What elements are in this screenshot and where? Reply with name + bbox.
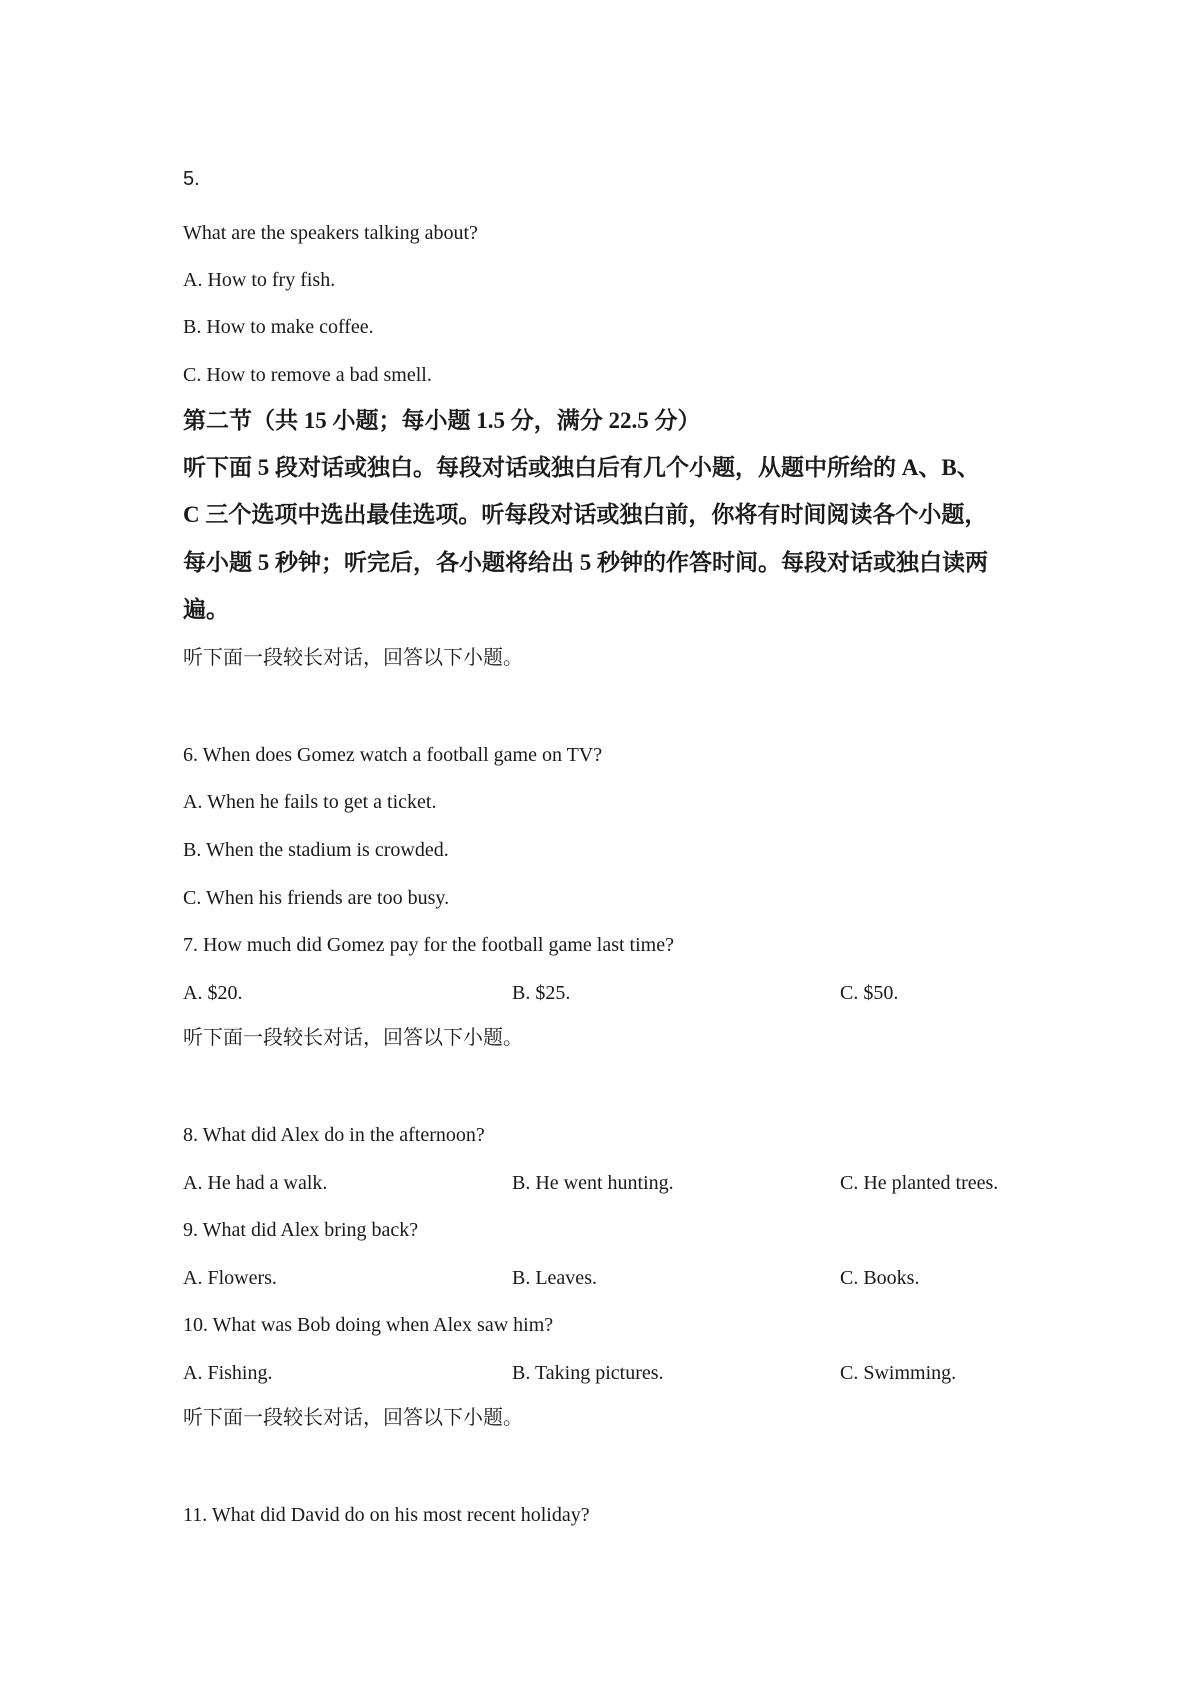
q6-option-a: A. When he fails to get a ticket. bbox=[183, 791, 437, 813]
q5-option-a: A. How to fry fish. bbox=[183, 269, 336, 291]
q6-question: 6. When does Gomez watch a football game on TV? bbox=[183, 744, 603, 766]
q5-option-c: C. How to remove a bad smell. bbox=[183, 364, 432, 386]
section2-heading: 第二节（共 15 小题；每小题 1.5 分，满分 22.5 分） bbox=[183, 408, 701, 433]
q7-option-c: C. $50. bbox=[840, 982, 899, 1004]
dialogue-intro: 听下面一段较长对话，回答以下小题。 bbox=[183, 1407, 523, 1429]
q7-option-b: B. $25. bbox=[512, 982, 571, 1004]
section2-instructions-line-3: 每小题 5 秒钟；听完后，各小题将给出 5 秒钟的作答时间。每段对话或独白读两 bbox=[183, 550, 988, 575]
q5-question: What are the speakers talking about? bbox=[183, 222, 478, 244]
q10-option-a: A. Fishing. bbox=[183, 1362, 273, 1384]
q9-question: 9. What did Alex bring back? bbox=[183, 1219, 419, 1241]
dialogue-intro: 听下面一段较长对话，回答以下小题。 bbox=[183, 647, 523, 669]
q8-option-c: C. He planted trees. bbox=[840, 1172, 999, 1194]
q8-question: 8. What did Alex do in the afternoon? bbox=[183, 1124, 485, 1146]
q8-option-b: B. He went hunting. bbox=[512, 1172, 674, 1194]
q5-option-b: B. How to make coffee. bbox=[183, 316, 374, 338]
q10-question: 10. What was Bob doing when Alex saw him? bbox=[183, 1314, 554, 1336]
section2-instructions-line-4: 遍。 bbox=[183, 597, 229, 622]
q7-option-a: A. $20. bbox=[183, 982, 243, 1004]
q6-option-c: C. When his friends are too busy. bbox=[183, 887, 450, 909]
q9-option-a: A. Flowers. bbox=[183, 1267, 277, 1289]
q10-option-c: C. Swimming. bbox=[840, 1362, 957, 1384]
q9-option-c: C. Books. bbox=[840, 1267, 920, 1289]
section2-instructions-line-2: C 三个选项中选出最佳选项。听每段对话或独白前，你将有时间阅读各个小题， bbox=[183, 502, 988, 527]
q10-option-b: B. Taking pictures. bbox=[512, 1362, 664, 1384]
section2-instructions-line-1: 听下面 5 段对话或独白。每段对话或独白后有几个小题，从题中所给的 A、B、 bbox=[183, 455, 980, 480]
q9-option-b: B. Leaves. bbox=[512, 1267, 597, 1289]
q6-option-b: B. When the stadium is crowded. bbox=[183, 839, 449, 861]
dialogue-intro: 听下面一段较长对话，回答以下小题。 bbox=[183, 1027, 523, 1049]
q11-question: 11. What did David do on his most recent holiday? bbox=[183, 1504, 590, 1526]
q8-option-a: A. He had a walk. bbox=[183, 1172, 328, 1194]
q7-question: 7. How much did Gomez pay for the football game last time? bbox=[183, 934, 674, 956]
q5-number: 5. bbox=[183, 168, 200, 190]
